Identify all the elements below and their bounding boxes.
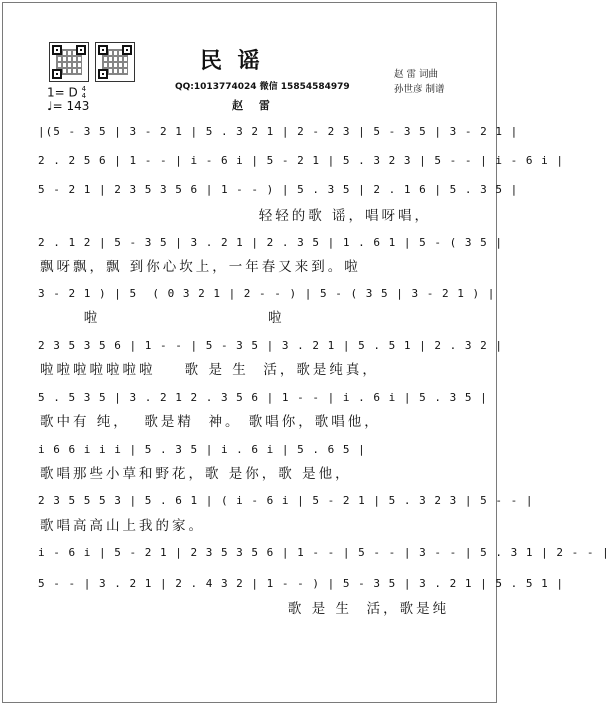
lyric-row: 飘呀飘，飘 到你心坎上，一年春又来到。啦	[40, 259, 361, 275]
lyric-row: 轻轻的歌 谣，唱呀唱，	[40, 208, 432, 224]
lyric-row: 歌唱那些小草和野花，歌 是你，歌 是他，	[40, 466, 352, 482]
notation-row: 2 3 5 5 5 3 | 5 . 6 1 | ( i - 6 i | 5 - 2 1 | 5 . 3 2 3 | 5 - - |	[38, 494, 534, 507]
notation-row: 5 - 2 1 | 2 3 5 3 5 6 | 1 - - ) | 5 . 3 5 | 2 . 1 6 | 5 . 3 5 |	[38, 183, 519, 196]
lyric-row: 歌唱高高山上我的家。	[40, 518, 205, 534]
notation-row: i - 6 i | 5 - 2 1 | 2 3 5 3 5 6 | 1 - - | 5 - - | 3 - - | 5 . 3 1 | 2 - - |	[38, 546, 610, 559]
credit-notation: 孙世彦 制谱	[394, 84, 445, 95]
song-title: 民 谣	[200, 49, 264, 74]
notation-row: i 6 6 i i i | 5 . 3 5 | i . 6 i | 5 . 6 5 |	[38, 443, 366, 456]
qr-code-right	[95, 42, 135, 82]
lyric-row: 歌 是 生 活，歌是纯	[40, 601, 450, 617]
qr-code-left	[49, 42, 89, 82]
notation-row: 2 3 5 3 5 6 | 1 - - | 5 - 3 5 | 3 . 2 1 | 5 . 5 1 | 2 . 3 2 |	[38, 339, 503, 352]
notation-row: |(5 - 3 5 | 3 - 2 1 | 5 . 3 2 1 | 2 - 2 3 | 5 - 3 5 | 3 - 2 1 |	[38, 125, 519, 138]
lyric-row: 啦啦啦啦啦啦啦 歌 是 生 活，歌是纯真，	[40, 362, 379, 378]
key-signature: 1= D 4 4	[47, 85, 87, 100]
credits	[394, 67, 445, 97]
singer-name: 赵 雷	[232, 99, 276, 112]
lyric-row: 歌中有 纯， 歌是精 神。 歌唱你，歌唱他，	[40, 414, 381, 430]
notation-row: 3 - 2 1 ) | 5 ( 0 3 2 1 | 2 - - ) | 5 - ( 3 5 | 3 - 2 1 ) |	[38, 287, 496, 300]
credit-lyrics-music: 赵 雷 词曲	[394, 69, 439, 80]
time-signature: 4 4	[81, 85, 87, 100]
contact-info: QQ:1013774024 微信 15854584979	[175, 82, 350, 92]
tempo-marking: ♩= 143	[47, 99, 90, 113]
notation-row: 5 . 5 3 5 | 3 . 2 1 2 . 3 5 6 | 1 - - | i . 6 i | 5 . 3 5 |	[38, 391, 488, 404]
notation-row: 5 - - | 3 . 2 1 | 2 . 4 3 2 | 1 - - ) | 5 - 3 5 | 3 . 2 1 | 5 . 5 1 |	[38, 577, 564, 590]
notation-row: 2 . 1 2 | 5 - 3 5 | 3 . 2 1 | 2 . 3 5 | 1 . 6 1 | 5 - ( 3 5 |	[38, 236, 503, 249]
key-tempo	[47, 86, 89, 113]
notation-row: 2 . 2 5 6 | 1 - - | i - 6 i | 5 - 2 1 | 5 . 3 2 3 | 5 - - | i - 6 i |	[38, 154, 564, 167]
lyric-row: 啦 啦	[40, 310, 285, 326]
